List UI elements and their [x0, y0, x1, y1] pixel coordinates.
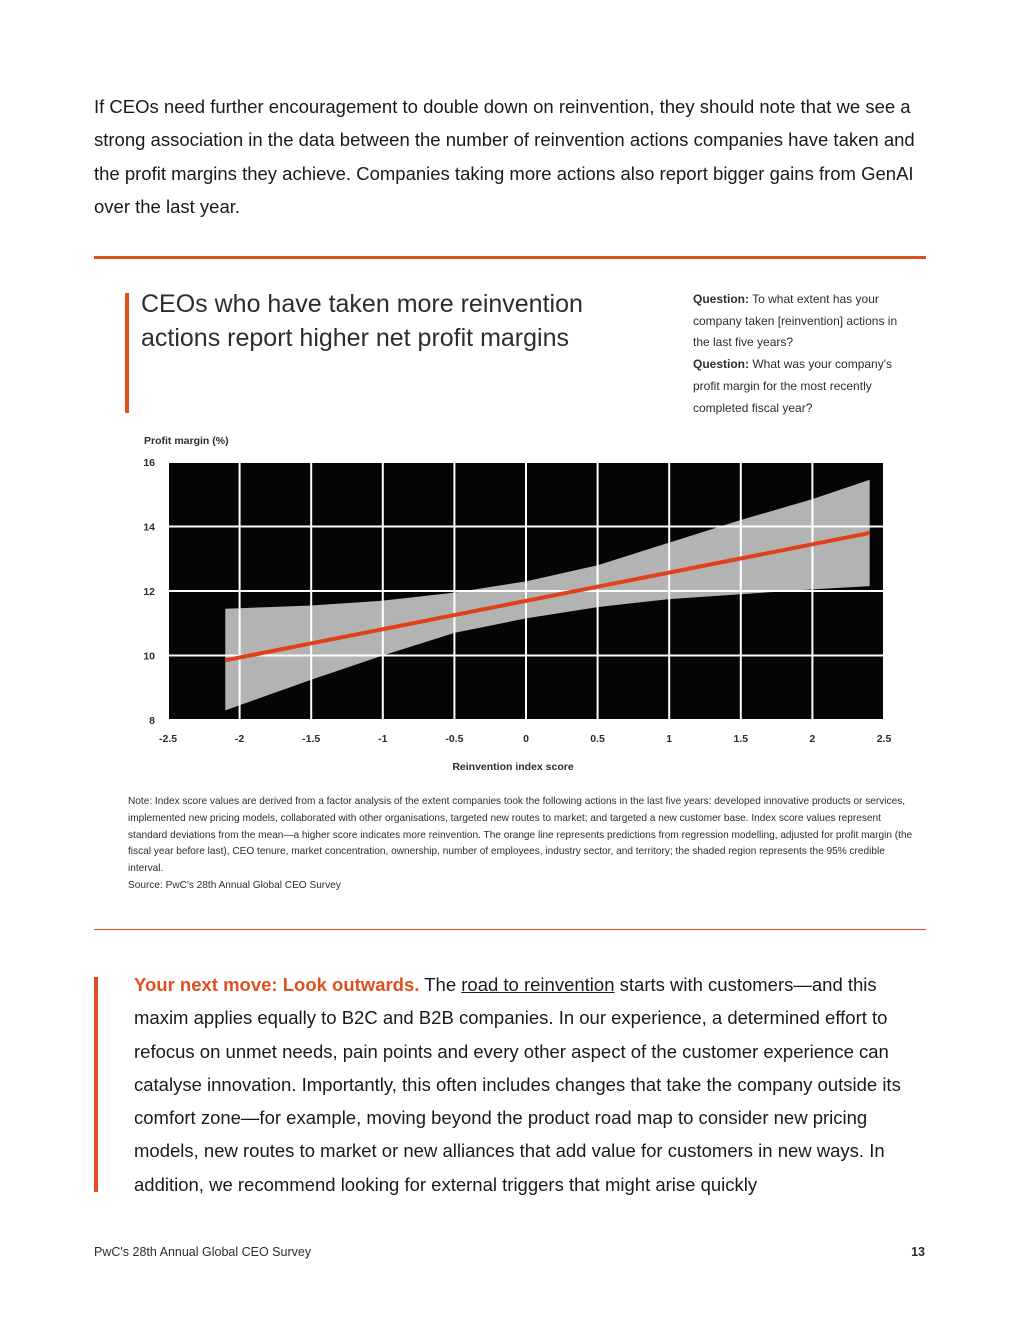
y-tick-label: 16	[143, 457, 155, 469]
footer-report-title: PwC's 28th Annual Global CEO Survey	[94, 1245, 312, 1259]
x-axis-title: Reinvention index score	[452, 761, 574, 773]
page-number: 13	[911, 1245, 925, 1259]
x-tick-label: 0.5	[590, 733, 605, 745]
road-to-reinvention-link[interactable]: road to reinvention	[461, 974, 615, 995]
intro-paragraph: If CEOs need further encouragement to double down on reinvention, they should note that we see a strong association in the data between the number of reinvention actions companies have taken and the profit margins they achieve. Companies taking more actions also report bigger gains from GenAI over the last year.	[94, 96, 915, 217]
x-tick-label: 0	[523, 733, 529, 745]
chart-title: CEOs who have taken more reinvention actions report higher net profit margins	[141, 290, 583, 352]
chart-note-text: Note: Index score values are derived from a factor analysis of the extent companies took the following actions in the last five years: developed innovative products or services, implemented new pricing models, collaborated with other organisations, targeted new routes to market; and targeted a new customer base. Index score values represent standard deviations from the mean—a higher score indicates more reinvention. The orange line represents predictions from regression modelling, adjusted for profit margin (the fiscal year before last), CEO tenure, market concentration, ownership, number of employees, industry sector, and territory; the shaded region represents the 95% credible interval.	[128, 796, 913, 875]
x-tick-label: 2.5	[876, 733, 892, 745]
question-1-text: To what extent has your company taken [reinvention] actions in the last five years?	[693, 292, 898, 350]
y-tick-label: 10	[143, 650, 155, 663]
y-tick-label: 8	[149, 715, 155, 727]
question-1-label: Question:	[693, 292, 749, 306]
y-tick-label: 12	[143, 586, 155, 598]
y-tick-label: 14	[143, 521, 155, 534]
chart-note	[128, 794, 918, 895]
x-tick-label: -1	[378, 733, 388, 745]
question-2-label: Question:	[693, 357, 749, 372]
x-tick-label: 2	[809, 733, 816, 745]
x-tick-label: 1	[666, 733, 673, 745]
next-move-accent-bar	[94, 977, 98, 1192]
section-divider-bottom	[94, 929, 926, 930]
question-2-text: What was your company's profit margin for the most recently completed fiscal year?	[693, 357, 893, 415]
x-tick-label: -1.5	[302, 733, 321, 745]
x-tick-label: -0.5	[445, 733, 464, 745]
x-tick-label: -2	[234, 733, 245, 745]
chart-source: Source: PwC's 28th Annual Global CEO Survey	[128, 879, 341, 891]
y-axis-title: Profit margin (%)	[144, 435, 229, 447]
next-move-heading: Your next move: Look outwards.	[134, 974, 420, 995]
next-move-text-rest: starts with customers—and this maxim applies equally to B2C and B2B companies. In our experience, a determined effort to refocus on unmet needs, pain points and every other aspect of the customer experience can catalyse innovation. Importantly, this often includes changes that take the company outside its comfort zone—for example, moving beyond the product road map to consider new pricing models, new routes to market or new alliances that add value for customers in new ways. In addition, we recommend looking for external triggers that might arise quickly	[134, 974, 901, 1195]
next-move-text-start: The	[419, 974, 462, 995]
x-tick-label: 1.5	[733, 733, 749, 745]
x-tick-label: -2.5	[158, 733, 178, 745]
next-move-paragraph	[134, 968, 919, 1201]
